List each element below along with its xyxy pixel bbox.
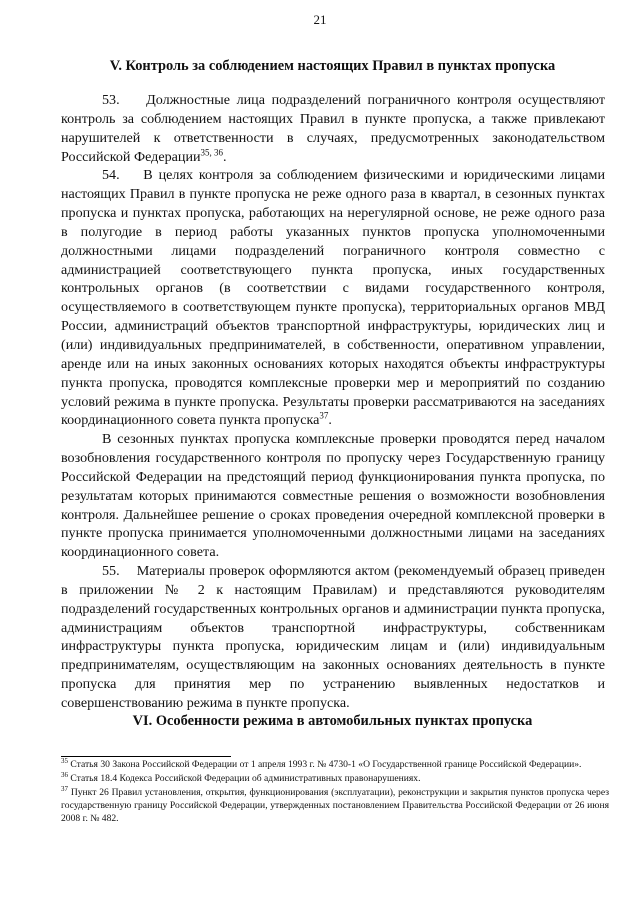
- footnote-35: [61, 758, 609, 771]
- paragraph-seasonal: [61, 430, 605, 562]
- paragraph-53: [61, 91, 605, 166]
- paragraph-55: [61, 562, 605, 713]
- paragraph-54: [61, 166, 605, 430]
- footnote-mark: 35: [61, 756, 68, 765]
- paragraph-tail: .: [328, 412, 332, 429]
- footnote-mark: 36: [61, 770, 68, 779]
- footnote-37: [61, 786, 609, 825]
- section-v-heading: V. Контроль за соблюдением настоящих Правил в пунктах пропуска: [109, 58, 556, 74]
- footnote-text: Пункт 26 Правил установления, открытия, функционирования (эксплуатации), реконструкции и закрытия пунктов пропуска через государственную границу Российской Федерации, утвержденных постановлением Правительства Российской Федерации от 26 июня 2008 г. № 482.: [61, 787, 609, 824]
- footnote-mark: 37: [61, 784, 68, 793]
- page-number: 21: [313, 12, 327, 27]
- paragraph-tail: .: [223, 148, 227, 165]
- footnote-text: Статья 18.4 Кодекса Российской Федерации об административных правонарушениях.: [68, 773, 421, 784]
- footnote-divider: [61, 756, 231, 757]
- paragraph-text: 55. Материалы проверок оформляются актом (рекомендуемый образец приведен в приложении № 2 к настоящим Правилам) и представляются руководителям подразделений государственных контрольных органов и администрации пункта пропуска, администрациям объектов транспортной инфраструктуры, собственникам инфраструктуры пункта пропуска, юридическим лицам и (или) индивидуальным предпринимателям, осуществляющим на законных основаниях деятельность в пункте пропуска для принятия мер по устранению выявленных недостатков и совершенствованию режима в пункте пропуска.: [61, 563, 605, 711]
- paragraph-text: В сезонных пунктах пропуска комплексные проверки проводятся перед началом возобновления государственного контроля по пропуску через Государственную границу Российской Федерации на предстоящий период функционирования пункта пропуска, по результатам которых принимаются совместные решения о возможности возобновления контроля. Дальнейшее решение о сроках проведения очередной комплексной проверки в пункте пропуска принимается уполномоченными должностными лицами на заседаниях координационного совета.: [61, 431, 605, 561]
- footnotes: [61, 758, 609, 826]
- footnote-ref: 37: [319, 410, 329, 421]
- paragraph-text: 53. Должностные лица подразделений пограничного контроля осуществляют контроль за соблюдением настоящих Правил в пункте пропуска, а также привлекают нарушителей к ответственности в случаях, предусмотренных законодательством Российской Федерации: [61, 92, 605, 165]
- footnote-36: [61, 772, 609, 785]
- footnote-text: Статья 30 Закона Российской Федерации от 1 апреля 1993 г. № 4730-1 «О Государственной границе Российской Федерации».: [68, 759, 582, 770]
- section-vi-heading: VI. Особенности режима в автомобильных пунктах пропуска: [132, 713, 533, 729]
- footnote-ref: 35, 36: [200, 146, 224, 157]
- paragraph-text: 54. В целях контроля за соблюдением физическими и юридическими лицами настоящих Правил в пункте пропуска не реже одного раза в квартал, в сезонных пунктах пропуска и пунктах пропуска, работающих на нерегулярной основе, не реже одного раза в полугодие в период работы указанных пунктов пропуска уполномоченными должностными лицами подразделений пограничного контроля совместно с администрацией соответствующего пункта пропуска, иных государственных контрольных органов (в соответствии с видами государственного контроля, осуществляемого в соответствующем пункте пропуска), территориальных органов МВД России, администраций объектов транспортной инфраструктуры, юридических лиц и (или) индивидуальных предпринимателей, в собственности, оперативном управлении, аренде или на иных законных основаниях которых находятся объекты инфраструктуры пункта пропуска, проводятся комплексные проверки мер и мероприятий по созданию условий режима в пункте пропуска. Результаты проверки рассматриваются на заседаниях координационного совета пункта пропуска: [61, 167, 605, 429]
- body-text: [61, 91, 605, 713]
